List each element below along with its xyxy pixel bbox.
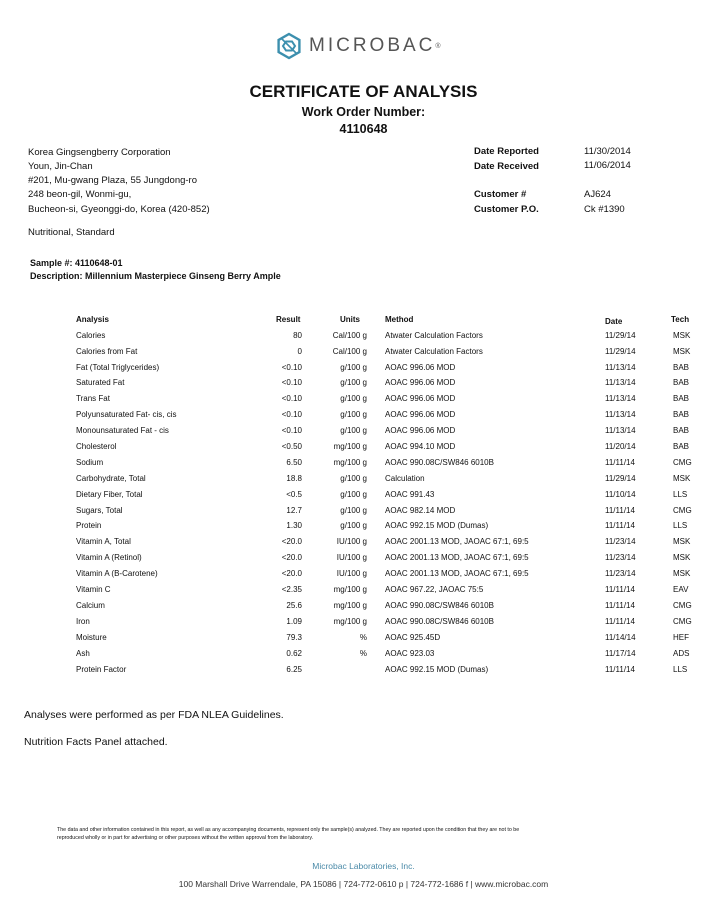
disclaimer-text: The data and other information contained in this report, as well as any accompanying documents, represent only the sample(s) analyzed. They are reported upon the condition that they are not to be reproduced wholly or in part for advertising or other purposes without the written approval from the laboratory. (57, 827, 520, 841)
cell-analysis: Calories (76, 331, 106, 340)
cell-method: AOAC 996.06 MOD (385, 378, 456, 387)
customer-po-label: Customer P.O. (474, 204, 539, 215)
table-row (0, 569, 727, 585)
table-row (0, 363, 727, 379)
date-reported-value: 11/30/2014 (584, 146, 631, 157)
nlea-note: Analyses were performed as per FDA NLEA Guidelines. (24, 709, 284, 721)
footer-contact: 100 Marshall Drive Warrendale, PA 15086 | 724-772-0610 p | 724-772-1686 f | www.microbac.com (178, 879, 549, 889)
cell-analysis: Monounsaturated Fat - cis (76, 426, 169, 435)
cell-tech: MSK (673, 331, 691, 340)
cell-result: 25.6 (286, 601, 302, 610)
cell-tech: MSK (673, 553, 691, 562)
table-row (0, 410, 727, 426)
cell-date: 11/23/14 (605, 569, 636, 578)
cell-date: 11/20/14 (605, 442, 636, 451)
lab-name: Microbac Laboratories, Inc. (312, 861, 415, 871)
cell-method: AOAC 2001.13 MOD, JAOAC 67:1, 69:5 (385, 553, 529, 562)
cell-units: IU/100 g (336, 537, 367, 546)
cell-analysis: Fat (Total Triglycerides) (76, 363, 160, 372)
sample-description: Description: Millennium Masterpiece Ginseng Berry Ample (30, 271, 281, 281)
client-address-line-2: 248 beon-gil, Wonmi-gu, (28, 189, 132, 200)
cell-date: 11/11/14 (605, 458, 635, 467)
table-row (0, 633, 727, 649)
cell-tech: EAV (673, 585, 689, 594)
cell-method: AOAC 925.45D (385, 633, 441, 642)
cell-tech: HEF (673, 633, 689, 642)
nutritional-standard: Nutritional, Standard (28, 227, 115, 238)
cell-analysis: Vitamin A, Total (76, 537, 131, 546)
cell-result: 1.09 (286, 617, 302, 626)
client-address-line-3: Bucheon-si, Gyeonggi-do, Korea (420-852) (28, 204, 210, 215)
cell-result: <20.0 (281, 553, 302, 562)
cell-tech: CMG (673, 458, 692, 467)
table-row (0, 394, 727, 410)
cell-analysis: Vitamin A (B-Carotene) (76, 569, 158, 578)
cell-date: 11/13/14 (605, 363, 636, 372)
work-order-number: 4110648 (339, 122, 388, 136)
client-company: Korea Gingsengberry Corporation (28, 147, 171, 158)
table-row (0, 442, 727, 458)
cell-result: 12.7 (286, 506, 302, 515)
table-row (0, 585, 727, 601)
cell-result: 6.50 (286, 458, 302, 467)
cell-units: g/100 g (340, 521, 367, 530)
cell-result: 80 (293, 331, 302, 340)
cell-tech: LLS (673, 665, 688, 674)
table-row (0, 458, 727, 474)
cell-date: 11/11/14 (605, 665, 635, 674)
cell-tech: BAB (673, 410, 690, 419)
cell-analysis: Carbohydrate, Total (76, 474, 146, 483)
cell-result: 0.62 (286, 649, 302, 658)
cell-date: 11/13/14 (605, 378, 636, 387)
cell-analysis: Ash (76, 649, 90, 658)
cell-units: Cal/100 g (332, 331, 367, 340)
cell-result: <2.35 (281, 585, 302, 594)
cell-units: mg/100 g (333, 617, 367, 626)
cell-result: <0.50 (281, 442, 302, 451)
table-row (0, 537, 727, 553)
cell-result: 79.3 (286, 633, 302, 642)
cell-units: g/100 g (340, 426, 367, 435)
table-row (0, 426, 727, 442)
cell-analysis: Cholesterol (76, 442, 117, 451)
cell-date: 11/14/14 (605, 633, 636, 642)
table-row (0, 601, 727, 617)
cell-result: 6.25 (286, 665, 302, 674)
cell-date: 11/10/14 (605, 490, 636, 499)
cell-result: 1.30 (286, 521, 302, 530)
table-row (0, 553, 727, 569)
cell-tech: LLS (673, 490, 688, 499)
header-result: Result (276, 315, 301, 324)
cell-units: g/100 g (340, 363, 367, 372)
cell-tech: BAB (673, 426, 690, 435)
cell-method: AOAC 991.43 (385, 490, 435, 499)
cell-date: 11/11/14 (605, 601, 635, 610)
cell-analysis: Sugars, Total (76, 506, 123, 515)
cell-units: IU/100 g (336, 553, 367, 562)
cell-date: 11/23/14 (605, 537, 636, 546)
cell-date: 11/13/14 (605, 394, 636, 403)
cell-method: AOAC 990.08C/SW846 6010B (385, 617, 494, 626)
table-row (0, 490, 727, 506)
registered-mark: ® (435, 42, 441, 50)
cell-method: AOAC 996.06 MOD (385, 410, 456, 419)
cell-result: <0.10 (281, 378, 302, 387)
cell-result: <20.0 (281, 569, 302, 578)
cell-tech: MSK (673, 569, 691, 578)
client-address-line-1: #201, Mu-gwang Plaza, 55 Jungdong-ro (28, 175, 198, 186)
date-reported-label: Date Reported (474, 146, 539, 157)
cell-units: mg/100 g (333, 442, 367, 451)
cell-date: 11/11/14 (605, 617, 635, 626)
cell-tech: BAB (673, 394, 690, 403)
cell-analysis: Iron (76, 617, 90, 626)
logo-wordmark: MICROBAC (309, 35, 436, 56)
cell-date: 11/13/14 (605, 426, 636, 435)
cell-result: 0 (297, 347, 302, 356)
cell-date: 11/11/14 (605, 521, 635, 530)
cell-analysis: Protein (76, 521, 102, 530)
cell-units: mg/100 g (333, 601, 367, 610)
table-row (0, 665, 727, 681)
cell-tech: MSK (673, 474, 691, 483)
cell-units: g/100 g (340, 378, 367, 387)
header-method: Method (385, 315, 414, 324)
date-received-label: Date Received (474, 161, 539, 172)
cell-result: <20.0 (281, 537, 302, 546)
header-tech: Tech (671, 315, 690, 324)
cell-tech: CMG (673, 601, 692, 610)
hexagon-logo-icon (275, 32, 303, 60)
cell-date: 11/29/14 (605, 474, 636, 483)
customer-number-label: Customer # (474, 189, 527, 200)
table-row (0, 649, 727, 665)
cell-method: Atwater Calculation Factors (385, 347, 483, 356)
cell-units: % (359, 633, 367, 642)
cell-tech: LLS (673, 521, 688, 530)
cell-tech: BAB (673, 363, 690, 372)
cell-date: 11/11/14 (605, 585, 635, 594)
cell-analysis: Vitamin C (76, 585, 111, 594)
table-row (0, 521, 727, 537)
cell-tech: MSK (673, 537, 691, 546)
table-row (0, 617, 727, 633)
cell-analysis: Dietary Fiber, Total (76, 490, 143, 499)
cell-date: 11/29/14 (605, 331, 636, 340)
cell-analysis: Sodium (76, 458, 104, 467)
cell-tech: CMG (673, 506, 692, 515)
panel-note: Nutrition Facts Panel attached. (24, 736, 168, 748)
cell-analysis: Protein Factor (76, 665, 127, 674)
customer-number-value: AJ624 (584, 189, 611, 200)
table-row (0, 506, 727, 522)
cell-analysis: Saturated Fat (76, 378, 125, 387)
cell-method: AOAC 2001.13 MOD, JAOAC 67:1, 69:5 (385, 537, 529, 546)
cell-method: AOAC 923.03 (385, 649, 435, 658)
cell-tech: CMG (673, 617, 692, 626)
cell-analysis: Calories from Fat (76, 347, 138, 356)
cell-method: AOAC 967.22, JAOAC 75:5 (385, 585, 484, 594)
microbac-logo (275, 32, 441, 60)
cell-method: AOAC 2001.13 MOD, JAOAC 67:1, 69:5 (385, 569, 529, 578)
cell-units: g/100 g (340, 506, 367, 515)
cell-units: g/100 g (340, 394, 367, 403)
cell-tech: BAB (673, 442, 690, 451)
cell-result: <0.5 (286, 490, 302, 499)
header-units: Units (340, 315, 360, 324)
cell-method: AOAC 990.08C/SW846 6010B (385, 458, 494, 467)
cell-analysis: Moisture (76, 633, 107, 642)
cell-result: <0.10 (281, 410, 302, 419)
cell-units: IU/100 g (336, 569, 367, 578)
cell-date: 11/29/14 (605, 347, 636, 356)
cell-units: g/100 g (340, 474, 367, 483)
cell-units: mg/100 g (333, 458, 367, 467)
cell-date: 11/23/14 (605, 553, 636, 562)
cell-result: <0.10 (281, 363, 302, 372)
cell-analysis: Polyunsaturated Fat- cis, cis (76, 410, 177, 419)
work-order-label: Work Order Number: (301, 105, 426, 119)
header-analysis: Analysis (76, 315, 109, 324)
cell-method: AOAC 982.14 MOD (385, 506, 456, 515)
client-contact: Youn, Jin-Chan (28, 161, 93, 172)
cell-date: 11/13/14 (605, 410, 636, 419)
cell-date: 11/11/14 (605, 506, 635, 515)
cell-method: AOAC 994.10 MOD (385, 442, 456, 451)
cell-method: Calculation (385, 474, 425, 483)
cell-method: AOAC 996.06 MOD (385, 426, 456, 435)
cell-units: g/100 g (340, 410, 367, 419)
cell-method: AOAC 990.08C/SW846 6010B (385, 601, 494, 610)
cell-analysis: Calcium (76, 601, 105, 610)
table-row (0, 347, 727, 363)
table-row (0, 331, 727, 347)
header-date: Date (605, 317, 623, 326)
table-row (0, 474, 727, 490)
cell-units: g/100 g (340, 490, 367, 499)
cell-method: Atwater Calculation Factors (385, 331, 483, 340)
cell-result: <0.10 (281, 426, 302, 435)
customer-po-value: Ck #1390 (584, 204, 625, 215)
sample-number: Sample #: 4110648-01 (30, 258, 123, 268)
cell-analysis: Trans Fat (76, 394, 110, 403)
cell-units: Cal/100 g (332, 347, 367, 356)
cell-method: AOAC 992.15 MOD (Dumas) (385, 521, 489, 530)
cell-units: % (359, 649, 367, 658)
date-received-value: 11/06/2014 (584, 160, 631, 171)
cell-tech: ADS (673, 649, 690, 658)
cell-method: AOAC 996.06 MOD (385, 394, 456, 403)
certificate-title: CERTIFICATE OF ANALYSIS (249, 82, 478, 101)
cell-analysis: Vitamin A (Retinol) (76, 553, 142, 562)
cell-tech: BAB (673, 378, 690, 387)
cell-method: AOAC 992.15 MOD (Dumas) (385, 665, 489, 674)
cell-date: 11/17/14 (605, 649, 636, 658)
cell-units: mg/100 g (333, 585, 367, 594)
cell-result: 18.8 (286, 474, 302, 483)
table-row (0, 378, 727, 394)
cell-result: <0.10 (281, 394, 302, 403)
cell-method: AOAC 996.06 MOD (385, 363, 456, 372)
cell-tech: MSK (673, 347, 691, 356)
